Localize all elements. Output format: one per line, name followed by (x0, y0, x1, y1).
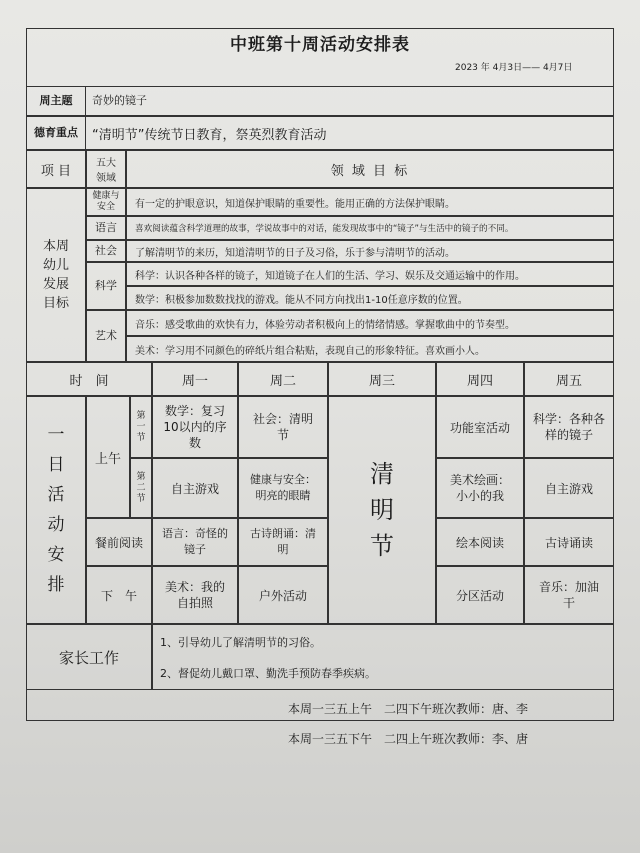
tue-afternoon: 户外活动 (238, 566, 328, 624)
domain-science: 科学 (86, 262, 126, 310)
morning-label: 上午 (86, 396, 130, 518)
goal-society: 了解清明节的来历，知道清明节的日子及习俗，乐于参与清明节的活动。 (126, 240, 614, 262)
dev-goals-label: 本周幼儿发展目标 (26, 188, 86, 362)
goal-fine-art: 美术：学习用不同颜色的碎纸片组合粘贴，表现自己的形象特征。喜欢画小人。 (126, 336, 614, 362)
day-tuesday: 周二 (238, 362, 328, 396)
mon-afternoon: 美术：我的自拍照 (152, 566, 238, 624)
domain-society: 社会 (86, 240, 126, 262)
thu-period1: 功能室活动 (436, 396, 524, 458)
time-label: 时 间 (26, 362, 152, 396)
teacher-schedule-1: 本周一三五上午 二四下午班次教师：唐、李 (288, 702, 529, 716)
day-thursday: 周四 (436, 362, 524, 396)
fri-afternoon: 音乐：加油干 (524, 566, 614, 624)
header-project: 项 目 (26, 150, 86, 188)
period-2-label: 第二节 (130, 458, 152, 518)
goal-music: 音乐：感受歌曲的欢快有力，体验劳动者积极向上的情绪情感。掌握歌曲中的节奏型。 (126, 310, 614, 336)
period-1-label: 第一节 (130, 396, 152, 458)
header-goals: 领 域 目 标 (126, 150, 614, 188)
moral-value: “清明节”传统节日教育，祭英烈教育活动 (92, 127, 327, 143)
tue-period1: 社会：清明节 (238, 396, 328, 458)
fri-reading: 古诗诵读 (524, 518, 614, 566)
daily-schedule-label: 一日活动安排 (26, 396, 86, 624)
tue-reading: 古诗朗诵：清明 (238, 518, 328, 566)
theme-label: 周主题 (26, 86, 86, 116)
fri-period2: 自主游戏 (524, 458, 614, 518)
thu-period2: 美术绘画：小小的我 (436, 458, 524, 518)
wed-holiday: 清明节 (328, 396, 436, 624)
parents-item-1: 1、引导幼儿了解清明节的习俗。 (160, 636, 321, 649)
domain-art: 艺术 (86, 310, 126, 362)
goal-language: 喜欢阅读蕴含科学道理的故事，学说故事中的对话，能发现故事中的“镜子”与生活中的镜子的不同。 (126, 216, 614, 240)
tue-period2: 健康与安全：明亮的眼睛 (238, 458, 328, 518)
mon-period2: 自主游戏 (152, 458, 238, 518)
goal-health: 有一定的护眼意识，知道保护眼睛的重要性。能用正确的方法保护眼睛。 (126, 188, 614, 216)
header-five-domains: 五大领域 (86, 150, 126, 188)
mon-period1: 数学：复习10以内的序数 (152, 396, 238, 458)
document-title: 中班第十周活动安排表 (230, 35, 410, 55)
fri-period1: 科学：各种各样的镜子 (524, 396, 614, 458)
day-wednesday: 周三 (328, 362, 436, 396)
domain-health: 健康与安全 (86, 188, 126, 216)
goal-science: 科学：认识各种各样的镜子，知道镜子在人们的生活、学习、娱乐及交通运输中的作用。 (126, 262, 614, 286)
domain-language: 语言 (86, 216, 126, 240)
mon-reading: 语言：奇怪的镜子 (152, 518, 238, 566)
thu-afternoon: 分区活动 (436, 566, 524, 624)
premeal-label: 餐前阅读 (86, 518, 152, 566)
teacher-schedule-2: 本周一三五下午 二四上午班次教师：李、唐 (288, 732, 529, 746)
date-range: 2023 年 4月3日—— 4月7日 (455, 63, 573, 73)
thu-reading: 绘本阅读 (436, 518, 524, 566)
moral-label: 德育重点 (26, 116, 86, 150)
day-friday: 周五 (524, 362, 614, 396)
afternoon-label: 下 午 (86, 566, 152, 624)
day-monday: 周一 (152, 362, 238, 396)
goal-math: 数学：积极参加数数找找的游戏。能从不同方向找出1-10任意序数的位置。 (126, 286, 614, 310)
parents-label: 家长工作 (26, 624, 152, 690)
theme-value: 奇妙的镜子 (92, 94, 147, 107)
parents-item-2: 2、督促幼儿戴口罩、勤洗手预防春季疾病。 (160, 667, 376, 680)
